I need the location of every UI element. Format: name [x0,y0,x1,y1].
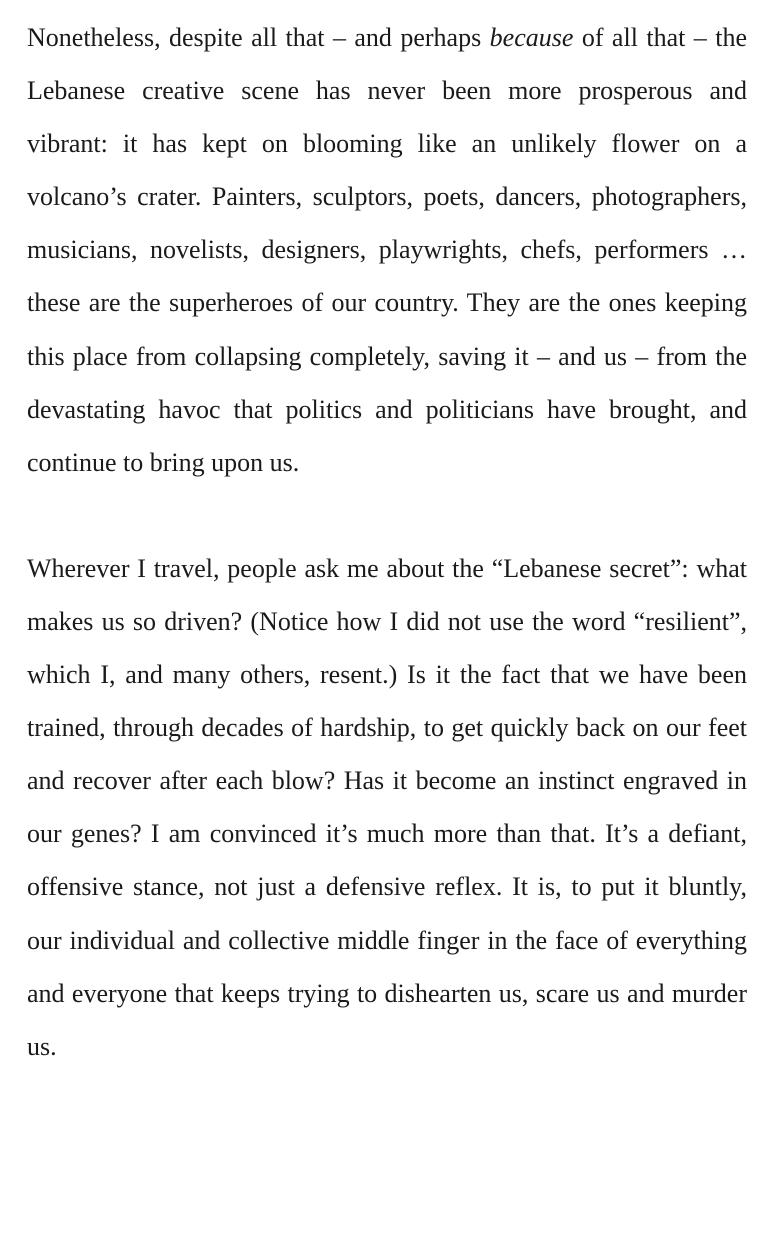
paragraph-1 [27,11,747,489]
paragraph-1-lead: Nonetheless, despite all that – and perhaps [27,23,490,52]
article-body [27,11,747,1073]
paragraph-1-rest: of all that – the Lebanese creative scene has never been more prosperous and vibrant: it has kept on blooming like an unlikely flower on a volcano’s crater. Painters, sculptors, poets, dancers, photographers, musicians, novelists, designers, playwrights, chefs, performers … these are the superheroes of our country. They are the ones keeping this place from collapsing completely, saving it – and us – from the devastating havoc that politics and politicians have brought, and continue to bring upon us. [27,23,747,477]
emphasized-word: because [489,23,574,52]
paragraph-2: Wherever I travel, people ask me about the “Lebanese secret”: what makes us so driven? (Notice how I did not use the word “resilient”, which I, and many others, resent.) Is it the fact that we have been trained, through decades of hardship, to get quickly back on our feet and recover after each blow? Has it become an instinct engraved in our genes? I am convinced it’s much more than that. It’s a defiant, offensive stance, not just a defensive reflex. It is, to put it bluntly, our individual and collective middle finger in the face of everything and everyone that keeps trying to dishearten us, scare us and murder us. [27,553,747,1061]
